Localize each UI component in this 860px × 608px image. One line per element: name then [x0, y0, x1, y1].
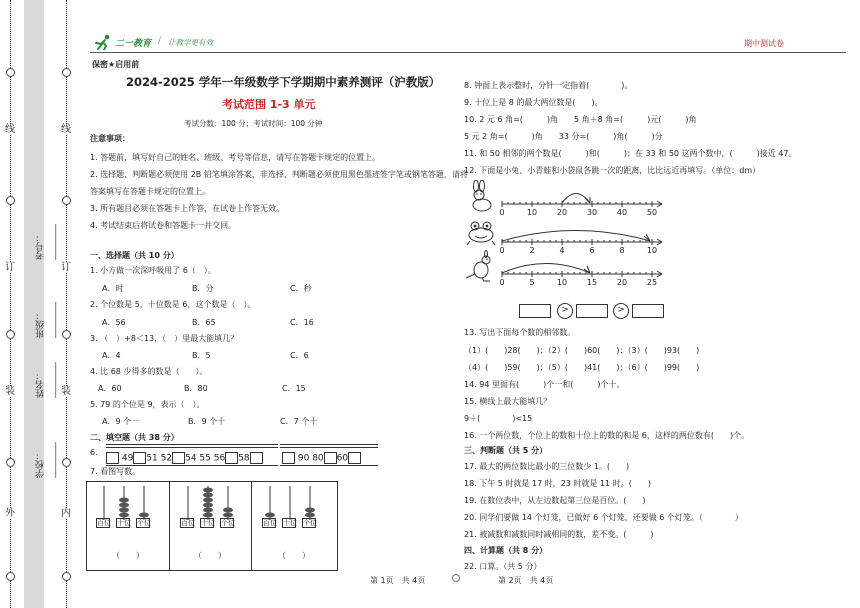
logo-name: 二一教育: [115, 39, 152, 49]
section2-title: 二、填空题（共 38 分）: [90, 433, 179, 442]
q1-option-c[interactable]: C．秒: [290, 284, 312, 293]
q3-option-c[interactable]: C．6: [290, 351, 309, 360]
note-item: 4. 考试结束后将试卷和答题卡一并交回。: [90, 221, 237, 230]
name-field[interactable]: 姓名：________: [36, 362, 57, 398]
tick-label: 0: [499, 246, 505, 254]
gutter-char: 内: [61, 508, 71, 519]
notes-title: 注意事项：: [90, 134, 130, 143]
question-14: 14. 94 里面有( )个一和( )个十。: [464, 380, 625, 389]
tick-label: 25: [646, 278, 658, 286]
section3-title: 三、判断题（共 5 分）: [464, 446, 548, 455]
abacus-divider: [169, 481, 170, 571]
exam-tag: 期中测试卷: [744, 39, 784, 48]
seq-b-top-rail: [280, 444, 378, 445]
blank-box[interactable]: [106, 452, 119, 464]
blank-box[interactable]: [348, 452, 361, 464]
question-21: 21. 被减数和减数同时减相同的数，差不变。( ): [464, 530, 654, 539]
q13-row-2: （4）( )59( )；（5）( )41( )；（6）( )99( ): [464, 363, 700, 372]
note-item: 答案填写在答题卡规定的位置上。: [90, 187, 210, 196]
question-12: 12. 下面是小兔、小青蛙和小袋鼠各跳一次的距离，比比远近再填写。（单位：dm）: [464, 166, 761, 175]
class-field[interactable]: 班级：________: [36, 302, 57, 338]
gutter-hole: [62, 330, 71, 339]
section1-title: 一、选择题（共 10 分）: [90, 251, 179, 260]
abacus-labels: 百位 十位 个位: [97, 519, 151, 527]
logo-slogan: 让教学更有效: [168, 38, 213, 47]
gutter-hole: [62, 572, 71, 581]
question-5: 5. 79 的个位是 9，表示（ ）。: [90, 400, 205, 409]
seq-b-top-rail: [280, 447, 378, 448]
tick-label: 6: [589, 246, 595, 254]
question-10b: 5 元 2 角=( )角 33 分=( )角( )分: [464, 132, 663, 141]
compare-symbol: >: [557, 303, 573, 319]
question-13: 13. 写出下面每个数的相邻数。: [464, 328, 576, 337]
gutter-char: 订: [5, 262, 15, 273]
q4-option-b[interactable]: B．80: [184, 384, 208, 393]
compare-answer-box[interactable]: [519, 304, 551, 318]
number-line-kangaroo: [496, 252, 666, 286]
school-field[interactable]: 学校：________: [36, 442, 57, 478]
question-20: 20. 同学们要做 14 个灯笼，已做好 6 个灯笼，还要做 6 个灯笼。（ ）: [464, 513, 743, 522]
question-10a: 10. 2 元 6 角=( )角 5 角＋8 角=( )元( )角: [464, 115, 697, 124]
question-17: 17. 最大的两位数比最小的三位数少 1。( ): [464, 462, 630, 471]
question-7: 7. 看图写数。: [90, 467, 141, 476]
gutter-hole: [6, 330, 15, 339]
tick-label: 40: [616, 208, 628, 216]
gutter-char: 装: [5, 386, 15, 397]
logo-divider: /: [158, 36, 162, 46]
tick-label: 0: [499, 278, 505, 286]
gutter-char: 外: [5, 508, 15, 519]
header-logo: [92, 34, 114, 54]
gutter-hole: [62, 458, 71, 467]
tick-label: 10: [526, 208, 538, 216]
gutter-char: 线: [61, 124, 71, 135]
question-18: 18. 下午 5 时就是 17 时，23 时就是 11 时。( ): [464, 479, 651, 488]
question-19: 19. 在数位表中，从左边数起第三位是百位。( ): [464, 496, 646, 505]
seq-b-bottom-rail: [280, 465, 378, 466]
tick-label: 20: [556, 208, 568, 216]
gutter-char: 装: [61, 386, 71, 397]
compare-symbol: >: [613, 303, 629, 319]
number-line-rabbit: [496, 182, 666, 216]
abacus-answer[interactable]: （ ）: [194, 551, 226, 560]
seq-a-top-rail: [106, 444, 278, 445]
exam-info: 考试分数：100 分；考试时间：100 分钟: [184, 119, 323, 128]
question-15: 15. 横线上最大能填几？: [464, 397, 552, 406]
tick-label: 50: [646, 208, 658, 216]
q3-option-b[interactable]: B．5: [192, 351, 211, 360]
gutter-hole: [6, 572, 15, 581]
q3-option-a[interactable]: A．4: [102, 351, 121, 360]
tick-label: 8: [619, 246, 625, 254]
q5-option-b[interactable]: B．9 个十: [188, 417, 226, 426]
blank-box[interactable]: [172, 452, 185, 464]
kangaroo-icon: [464, 250, 498, 282]
abacus-labels: 百位 十位 个位: [263, 519, 317, 527]
compare-answer-box[interactable]: [632, 304, 664, 318]
q4-option-c[interactable]: C．15: [282, 384, 306, 393]
q4-option-a[interactable]: A．60: [98, 384, 122, 393]
question-16: 16. 一个两位数，个位上的数和十位上的数的和是 6，这样的两位数有( )个。: [464, 431, 750, 440]
gutter-hole: [6, 458, 15, 467]
question-8: 8. 钟面上表示整时，分针一定指着( )。: [464, 81, 633, 90]
blank-box[interactable]: [282, 452, 295, 464]
page-number-left: 第 1页 共 4页: [370, 576, 426, 585]
page-number-right: 第 2页 共 4页: [498, 576, 554, 585]
question-6-label: 6.: [90, 448, 98, 457]
q2-option-a[interactable]: A．56: [102, 318, 126, 327]
header-rule: [90, 52, 846, 53]
gutter-hole: [6, 196, 15, 205]
abacus-divider: [251, 481, 252, 571]
q1-option-a[interactable]: A．时: [102, 284, 124, 293]
secret-mark: 保密★启用前: [92, 60, 140, 69]
question-2: 2. 个位数是 5，十位数是 6，这个数是（ ）。: [90, 300, 256, 309]
gutter-char: 订: [61, 262, 71, 273]
tick-label: 15: [586, 278, 598, 286]
tick-label: 5: [529, 278, 535, 286]
tick-label: 20: [616, 278, 628, 286]
binding-gutter: [0, 0, 71, 608]
question-11: 11. 和 50 相邻的两个数是( )和( )；在 33 和 50 这两个数中，( )接近 47。: [464, 149, 797, 158]
examno-field[interactable]: 考号：________: [36, 224, 57, 260]
q15-line: 9＋( )<15: [464, 414, 533, 423]
number-line-frog: [496, 220, 666, 254]
sequence-a: 49 51 52 54 55 56 58: [106, 452, 263, 464]
question-9: 9. 十位上是 8 的最大两位数是( )。: [464, 98, 603, 107]
tick-label: 10: [646, 246, 658, 254]
note-item: 1. 答题前，填写好自己的姓名、班级、考号等信息，请写在答题卡规定的位置上。: [90, 153, 381, 162]
gutter-hole: [6, 68, 15, 77]
fold-mark-icon: [452, 574, 460, 582]
sequence-b: 90 80 60: [282, 452, 361, 464]
seq-a-top-rail: [106, 447, 278, 448]
abacus-labels: 百位 十位 个位: [181, 519, 235, 527]
question-4: 4. 比 68 少得多的数是（ ）。: [90, 367, 208, 376]
compare-answer-box[interactable]: [576, 304, 608, 318]
q5-option-a[interactable]: A．9 个一: [102, 417, 140, 426]
q2-option-b[interactable]: B．65: [192, 318, 216, 327]
blank-box[interactable]: [324, 452, 337, 464]
blank-box[interactable]: [250, 452, 263, 464]
blank-box[interactable]: [133, 452, 146, 464]
q5-option-c[interactable]: C．7 个十: [280, 417, 318, 426]
question-1: 1. 小方做一次深呼吸用了 6（ ）。: [90, 266, 216, 275]
q13-row-1: （1）( )28( )；（2）( )60( )；（3）( )93( ): [464, 346, 700, 355]
runner-logo-icon: [92, 34, 114, 50]
tick-label: 2: [529, 246, 535, 254]
section4-title: 四、计算题（共 8 分）: [464, 546, 548, 555]
tick-label: 10: [556, 278, 568, 286]
blank-box[interactable]: [225, 452, 238, 464]
note-item: 3. 所有题目必须在答题卡上作答，在试卷上作答无效。: [90, 204, 285, 213]
question-22: 22. 口算。（共 5 分）: [464, 562, 542, 571]
rabbit-icon: [466, 180, 498, 214]
tick-label: 30: [586, 208, 598, 216]
tick-label: 4: [559, 246, 565, 254]
gutter-char: 线: [5, 124, 15, 135]
q1-option-b[interactable]: B．分: [192, 284, 214, 293]
exam-range: 考试范围 1-3 单元: [222, 98, 316, 111]
frog-icon: [466, 220, 498, 246]
exam-title: 2024-2025 学年一年级数学下学期期中素养测评（沪教版）: [126, 75, 441, 89]
note-item: 2. 选择题、判断题必须使用 2B 铅笔填涂答案，非选择、判断题必须使用黑色墨迹签字笔或钢笔答题，请将: [90, 170, 468, 179]
q2-option-c[interactable]: C．16: [290, 318, 314, 327]
tick-label: 0: [499, 208, 505, 216]
question-3: 3. （ ）+8＜13，（ ）里最大能填几？: [90, 334, 239, 343]
gutter-hole: [62, 68, 71, 77]
abacus-answer[interactable]: （ ）: [278, 551, 310, 560]
abacus-answer[interactable]: （ ）: [112, 551, 144, 560]
gutter-hole: [62, 196, 71, 205]
